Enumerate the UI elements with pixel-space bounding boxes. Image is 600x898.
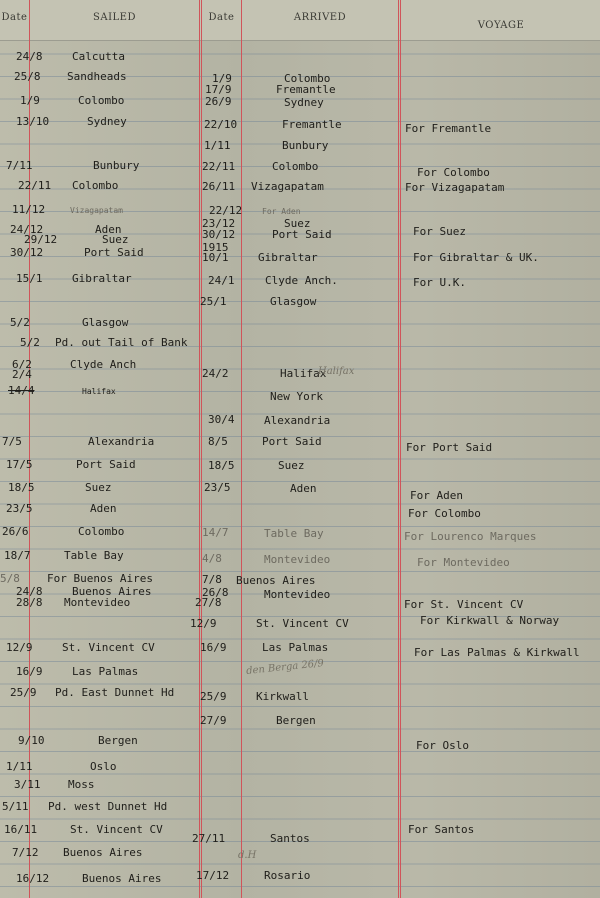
sailed-date: 15/1: [16, 272, 43, 285]
sailed-place: Bergen: [98, 734, 138, 747]
sailed-date: 24/8: [16, 50, 43, 63]
sailed-place: Suez: [85, 481, 112, 494]
sailed-place: Calcutta: [72, 50, 125, 63]
sailed-date: 17/5: [6, 458, 33, 471]
arrived-date: 14/7: [202, 526, 229, 539]
voyage-entry: For Lourenco Marques: [404, 530, 537, 543]
sailed-place: Colombo: [78, 94, 125, 107]
sailed-date: 12/9: [6, 641, 33, 654]
sailed-place: Colombo: [78, 525, 125, 538]
rule-date2: [241, 0, 242, 898]
arrived-place: Gibraltar: [258, 251, 318, 264]
arrived-date: 16/9: [200, 641, 227, 654]
sailed-date: 30/12: [10, 246, 44, 259]
rule-arrived: [398, 0, 401, 898]
sailed-place: Aden: [90, 502, 117, 515]
sailed-date: 6/2: [12, 358, 32, 371]
sailed-date: 18/5: [8, 481, 35, 494]
arrived-place: Fremantle: [282, 118, 342, 131]
voyage-entry: For Oslo: [416, 739, 469, 752]
arrived-date: 26/9: [205, 95, 232, 108]
sailed-date: 5/11: [2, 800, 29, 813]
pencil-note-bergen: den Berga 26/9: [245, 657, 325, 678]
arrived-date: 4/8: [202, 552, 222, 565]
sailed-place: Moss: [68, 778, 95, 791]
sailed-date: 29/12: [24, 233, 58, 246]
arrived-date: 26/8: [202, 586, 229, 599]
arrived-date: 25/1: [200, 295, 227, 308]
arrived-place: Suez: [284, 217, 311, 230]
arrived-place: Bergen: [276, 714, 316, 727]
arrived-date: 17/12: [196, 869, 230, 882]
voyage-entry: For Aden: [410, 489, 463, 502]
arrived-place: Montevideo: [264, 588, 331, 601]
arrived-date: 12/9: [190, 617, 217, 630]
pencil-note-dh: d.H: [238, 850, 257, 861]
arrived-place: Rosario: [264, 869, 311, 882]
sailed-date: 5/2: [20, 336, 40, 349]
arrived-place: Kirkwall: [256, 690, 309, 703]
voyage-entry: For Vizagapatam: [405, 181, 505, 194]
sailed-date: 2/4: [12, 368, 32, 381]
arrived-place: Halifax: [280, 367, 327, 380]
arrived-place: Montevideo: [264, 553, 331, 566]
voyage-entry: For Las Palmas & Kirkwall: [414, 646, 580, 659]
arrived-date: 22/11: [202, 160, 236, 173]
arrived-date: 26/11: [202, 180, 236, 193]
arrived-date: 30/12: [202, 228, 236, 241]
sailed-date: 16/12: [16, 872, 50, 885]
sailed-date: 9/10: [18, 734, 45, 747]
voyage-entry: For Fremantle: [405, 122, 492, 135]
header-arrived: ARRIVED: [293, 12, 347, 23]
sailed-place: Vizagapatam: [70, 206, 123, 215]
voyage-entry: For Colombo: [408, 507, 481, 520]
sailed-date: 16/9: [16, 665, 43, 678]
sailed-date: 7/11: [6, 159, 33, 172]
arrived-date: 22/12: [209, 204, 243, 217]
arrived-date: 10/1: [202, 251, 229, 264]
arrived-date: 24/2: [202, 367, 229, 380]
voyage-entry: For St. Vincent CV: [404, 598, 524, 611]
sailed-date: 18/7: [4, 549, 31, 562]
sailed-date: 25/9: [10, 686, 37, 699]
voyage-entry: For Montevideo: [417, 556, 510, 569]
sailed-place: St. Vincent CV: [62, 641, 155, 654]
arrived-place: Clyde Anch.: [265, 274, 338, 287]
header-sailed: SAILED: [93, 12, 136, 23]
arrived-place: Aden: [290, 482, 317, 495]
voyage-entry: For Port Said: [406, 441, 493, 454]
sailed-place: Suez: [102, 233, 129, 246]
arrived-date: 17/9: [205, 83, 232, 96]
arrived-date: 7/8: [202, 573, 222, 586]
arrived-place: Sydney: [284, 96, 324, 109]
arrived-date: 27/8: [195, 596, 222, 609]
arrived-date: 27/11: [192, 832, 226, 845]
sailed-place: Buenos Aires: [72, 585, 152, 598]
arrived-place: Buenos Aires: [236, 574, 316, 587]
sailed-date: 7/12: [12, 846, 39, 859]
voyage-entry: For Suez: [413, 225, 466, 238]
arrived-place: Port Said: [272, 228, 332, 241]
arrived-date: 22/10: [204, 118, 238, 131]
sailed-date: 16/11: [4, 823, 38, 836]
arrived-date: 1/9: [212, 72, 232, 85]
sailed-date: 1/11: [6, 760, 33, 773]
sailed-place: Montevideo: [64, 596, 131, 609]
arrived-place: Port Said: [262, 435, 322, 448]
sailed-place: Bunbury: [93, 159, 140, 172]
sailed-place: For Buenos Aires: [47, 572, 153, 585]
sailed-date: 22/11: [18, 179, 52, 192]
voyage-entry: For Gibraltar & UK.: [413, 251, 539, 264]
arrived-place: Glasgow: [270, 295, 317, 308]
sailed-date: 26/6: [2, 525, 29, 538]
sailed-place: Buenos Aires: [82, 872, 162, 885]
sailed-place: Port Said: [76, 458, 136, 471]
sailed-date: 1/9: [20, 94, 40, 107]
arrived-place: Suez: [278, 459, 305, 472]
sailed-place: Buenos Aires: [63, 846, 143, 859]
arrived-place: Table Bay: [264, 527, 324, 540]
arrived-date: 27/9: [200, 714, 227, 727]
sailed-date: 25/8: [14, 70, 41, 83]
sailed-place: Halifax: [82, 387, 116, 396]
sailed-place: Sandheads: [67, 70, 127, 83]
arrived-date: 1/11: [204, 139, 231, 152]
arrived-place: Colombo: [284, 72, 331, 85]
sailed-place: Pd. East Dunnet Hd: [55, 686, 175, 699]
arrived-place: Vizagapatam: [251, 180, 324, 193]
arrived-place: Fremantle: [276, 83, 336, 96]
sailed-date: 7/5: [2, 435, 22, 448]
sailed-date: 5/8: [0, 572, 20, 585]
arrived-date: 1915: [202, 241, 229, 254]
arrived-place: Santos: [270, 832, 310, 845]
sailed-place: Aden: [95, 223, 122, 236]
sailed-date: 24/8: [16, 585, 43, 598]
arrived-place: Alexandria: [264, 414, 331, 427]
arrived-date: 23/5: [204, 481, 231, 494]
arrived-date: 30/4: [208, 413, 235, 426]
arrived-place: Las Palmas: [262, 641, 329, 654]
sailed-place: Glasgow: [82, 316, 129, 329]
arrived-place: Colombo: [272, 160, 319, 173]
header-date-arrived: Date: [208, 12, 235, 23]
voyage-entry: For Kirkwall & Norway: [420, 614, 560, 627]
arrived-place: St. Vincent CV: [256, 617, 349, 630]
arrived-place: Bunbury: [282, 139, 329, 152]
sailed-date: 5/2: [10, 316, 30, 329]
sailed-place: Colombo: [72, 179, 119, 192]
arrived-date: 25/9: [200, 690, 227, 703]
header-date-sailed: Date: [1, 12, 28, 23]
sailed-date: 3/11: [14, 778, 41, 791]
sailed-date: 23/5: [6, 502, 33, 515]
sailed-date: 13/10: [16, 115, 50, 128]
arrived-place: New York: [270, 390, 323, 403]
sailed-place: Sydney: [87, 115, 127, 128]
sailed-place: Pd. west Dunnet Hd: [48, 800, 168, 813]
arrived-date: 18/5: [208, 459, 235, 472]
arrived-date: 23/12: [202, 217, 236, 230]
sailed-place: St. Vincent CV: [70, 823, 163, 836]
sailed-date: 11/12: [12, 203, 46, 216]
voyage-entry: For Santos: [408, 823, 475, 836]
voyage-entry: For Colombo: [417, 166, 490, 179]
sailed-date: 28/8: [16, 596, 43, 609]
arrived-date: 8/5: [208, 435, 228, 448]
sailed-place: Las Palmas: [72, 665, 139, 678]
sailed-place: Table Bay: [64, 549, 124, 562]
sailed-place: Pd. out Tail of Bank: [55, 336, 188, 349]
sailed-place: Gibraltar: [72, 272, 132, 285]
sailed-place: Oslo: [90, 760, 117, 773]
header-voyage: VOYAGE: [477, 20, 525, 31]
sailed-place: Alexandria: [88, 435, 155, 448]
sailed-place: Port Said: [84, 246, 144, 259]
arrived-date: 24/1: [208, 274, 235, 287]
rule-sailed: [199, 0, 202, 898]
voyage-entry: For U.K.: [413, 276, 466, 289]
sailed-date: 24/12: [10, 223, 44, 236]
sailed-date: 14/4: [8, 384, 35, 397]
arrived-place: For Aden: [262, 207, 301, 216]
pencil-note-halifax: Halifax: [318, 366, 355, 377]
sailed-place: Clyde Anch: [70, 358, 137, 371]
